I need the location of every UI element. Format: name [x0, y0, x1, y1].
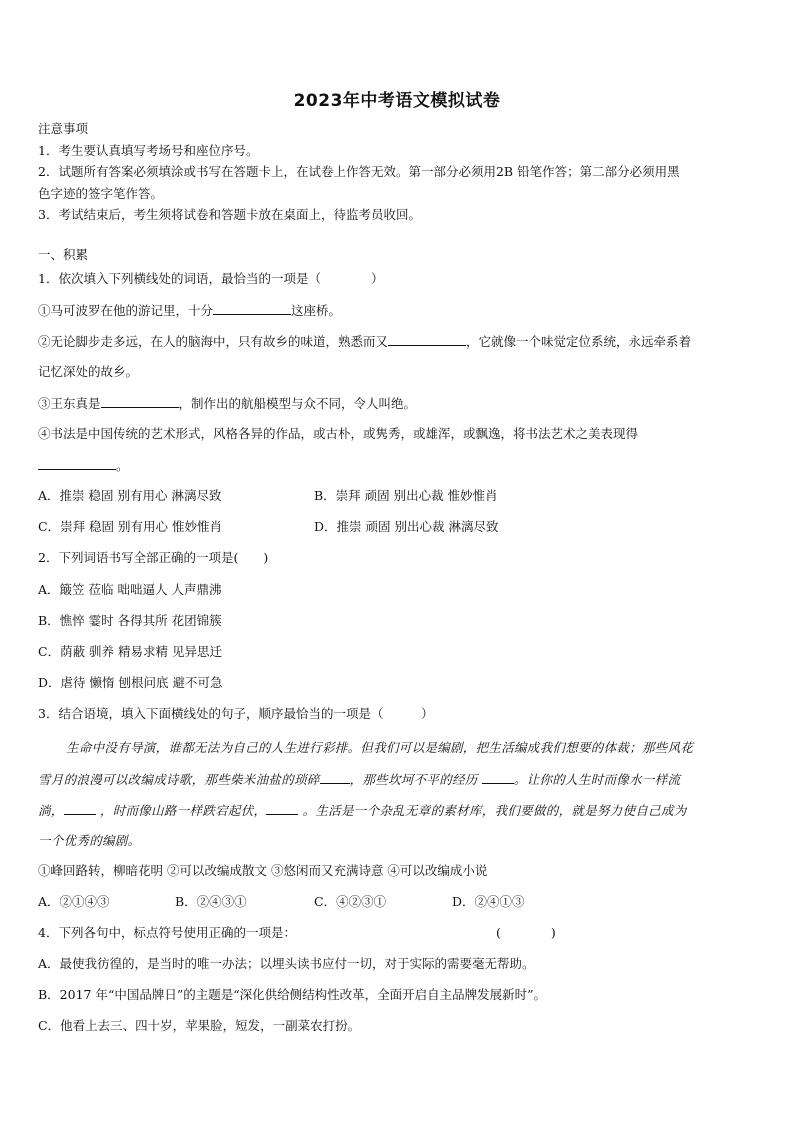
q2-option-c[interactable]: C．荫蔽 驯养 精易求精 见异思迁 — [38, 644, 222, 659]
q2-option-d[interactable]: D．虐待 懒惰 刨根问底 避不可急 — [38, 675, 223, 690]
q1-blank-4[interactable] — [38, 457, 116, 470]
q1-blank-1[interactable] — [213, 302, 291, 315]
q1-option-c[interactable]: C．崇拜 稳固 别有用心 惟妙惟肖 — [38, 519, 222, 534]
q4-option-a[interactable]: A．最使我彷徨的，是当时的唯一办法；以埋头读书应付一切，对于实际的需要毫无帮助。 — [38, 956, 535, 971]
q1-stem: 1．依次填入下列横线处的词语，最恰当的一项是（ ） — [38, 271, 384, 286]
q2-option-a[interactable]: A．簸笠 莅临 咄咄逼人 人声鼎沸 — [38, 582, 222, 597]
q1-blank-2[interactable] — [388, 333, 466, 346]
notice-item-1: 1．考生要认真填写考场号和座位序号。 — [38, 143, 259, 158]
q3-option-c[interactable]: C．④②③① — [314, 894, 387, 909]
q3-blank-2[interactable] — [482, 771, 514, 784]
page-title: 2023年中考语文模拟试卷 — [293, 91, 501, 111]
q2-stem: 2．下列词语书写全部正确的一项是( ) — [38, 550, 269, 565]
notice-heading: 注意事项 — [38, 121, 89, 136]
q1-blank-3[interactable] — [101, 395, 179, 408]
q3-option-a[interactable]: A．②①④③ — [38, 894, 110, 909]
q1-option-d[interactable]: D．推崇 顽固 别出心裁 淋漓尽致 — [314, 519, 499, 534]
q1-sentence-4-cont: 。 — [38, 457, 129, 474]
section-heading: 一、积累 — [38, 247, 89, 262]
q4-option-c[interactable]: C．他看上去三、四十岁，苹果脸，短发，一副菜农打扮。 — [38, 1018, 361, 1033]
q3-passage-line-3: 淌， ，时而像山路一样跌宕起伏， 。生活是一个杂乱无章的素材库，我们要做的，就是努力使自己成为 — [38, 803, 687, 818]
q1-sentence-4: ④书法是中国传统的艺术形式，风格各异的作品，或古朴，或隽秀，或雄浑，或飘逸，将书法艺术之美表现得 — [38, 426, 639, 441]
notice-item-2: 2．试题所有答案必须填涂或书写在答题卡上，在试卷上作答无效。第一部分必须用2B 铅笔作答；第二部分必须用黑 — [38, 164, 680, 179]
q3-option-b[interactable]: B．②④③① — [175, 894, 247, 909]
q3-passage-line-2: 雪月的浪漫可以改编成诗歌，那些柴米油盐的琐碎 ，那些坎坷不平的经历 。让你的人生时而像水一样流 — [38, 772, 681, 787]
q3-passage-line-4: 一个优秀的编剧。 — [38, 833, 141, 848]
notice-item-2-cont: 色字迹的签字笔作答。 — [38, 186, 164, 201]
q3-choices: ①峰回路转，柳暗花明 ②可以改编成散文 ③悠闲而又充满诗意 ④可以改编成小说 — [38, 863, 488, 878]
q1-option-a[interactable]: A．推崇 稳固 别有用心 淋漓尽致 — [38, 488, 222, 503]
q1-option-b[interactable]: B．崇拜 顽固 别出心裁 惟妙惟肖 — [314, 488, 498, 503]
q4-option-b[interactable]: B．2017 年“中国品牌日”的主题是“深化供给侧结构性改革，全面开启自主品牌发展新时”。 — [38, 987, 547, 1002]
q2-option-b[interactable]: B．憔悴 霎时 各得其所 花团锦簇 — [38, 613, 222, 628]
q1-sentence-2: ②无论脚步走多远，在人的脑海中，只有故乡的味道，熟悉而又 ，它就像一个味觉定位系统，永远牵系着 — [38, 334, 692, 349]
q1-sentence-3: ③王东真是 ，制作出的航船模型与众不同，令人叫绝。 — [38, 396, 417, 411]
q4-stem: 4．下列各句中，标点符号使用正确的一项是： — [38, 925, 296, 940]
q3-stem: 3．结合语境，填入下面横线处的句子，顺序最恰当的一项是（ ） — [38, 706, 434, 721]
notice-item-3: 3．考试结束后，考生须将试卷和答题卡放在桌面上，待监考员收回。 — [38, 207, 421, 222]
q3-blank-4[interactable] — [266, 802, 298, 815]
q4-answer-paren: ( ) — [496, 925, 556, 940]
q3-option-d[interactable]: D．②④①③ — [452, 894, 525, 909]
q3-passage-line-1: 生命中没有导演，谁都无法为自己的人生进行彩排。但我们可以是编剧，把生活编成我们想要的体裁；那些风花 — [66, 740, 694, 755]
q3-blank-3[interactable] — [64, 802, 96, 815]
q1-sentence-1: ①马可波罗在他的游记里，十分 这座桥。 — [38, 303, 342, 318]
q1-sentence-2-cont: 记忆深处的故乡。 — [38, 364, 139, 379]
q3-blank-1[interactable] — [320, 771, 350, 784]
